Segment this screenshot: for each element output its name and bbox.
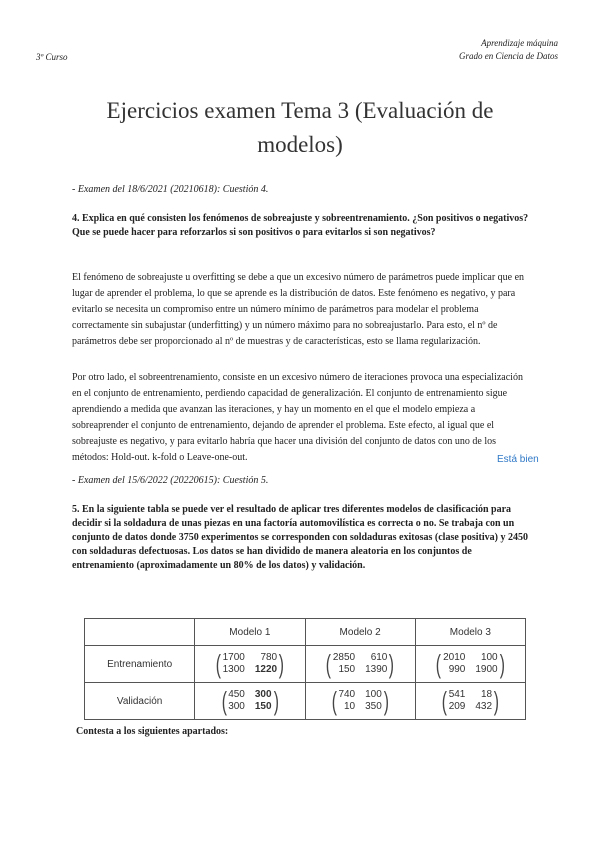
exam-reference-1: - Examen del 18/6/2021 (20210618): Cuestión 4. — [72, 184, 269, 195]
review-note: Está bien — [497, 454, 539, 465]
page-title — [60, 94, 540, 162]
matrix-value: 1900 — [475, 664, 498, 675]
matrix-value: 100 — [365, 689, 382, 700]
matrix-cell: ( 1700 780 1300 1220 ) — [195, 646, 305, 683]
subject-label: Aprendizaje máquina — [481, 38, 558, 48]
matrix-cell: ( 740 100 10 350 ) — [305, 683, 415, 720]
matrix-value: 2850 — [332, 652, 356, 663]
matrix-value: 432 — [475, 701, 493, 712]
table-header-row — [85, 619, 526, 646]
matrix-value: 740 — [338, 689, 356, 700]
matrix-value: 780 — [260, 652, 278, 663]
course-label: 3º Curso — [36, 52, 68, 62]
matrix-value: 450 — [228, 689, 245, 700]
table-row-validacion — [85, 683, 526, 720]
matrix-value: 610 — [370, 652, 388, 663]
header-modelo-3: Modelo 3 — [415, 619, 525, 646]
degree-label: Grado en Ciencia de Datos — [459, 51, 558, 61]
matrix-cell: ( 2850 610 150 1390 ) — [305, 646, 415, 683]
matrix-value: 10 — [344, 701, 356, 712]
row-label: Entrenamiento — [85, 646, 195, 683]
matrix-value: 300 — [228, 701, 245, 712]
matrix-value: 350 — [365, 701, 382, 712]
title-line-1: Ejercicios examen Tema 3 (Evaluación de — [106, 98, 494, 123]
matrix-value: 100 — [480, 652, 498, 663]
answer-paragraph-2: Por otro lado, el sobreentrenamiento, consiste en un excesivo número de iteraciones provoca una especialización en el conjunto de entrenamiento, perdiendo capacidad de generalización. El conjunto de entrenamiento sigue aprendiendo a medida que avanzan las iteraciones, y hay un momento en el que el modelo empieza a sobreaprender el conjunto de entrenamiento, dejando de aprender el problema. Este efecto, al igual que el sobreajuste es negativo, y para evitarlo habría que hacer una división del conjunto de datos con uno de los métodos: Hold-out. k-fold o Leave-one-out. — [72, 372, 523, 463]
matrix-value: 1220 — [254, 664, 278, 675]
table-corner — [85, 619, 195, 646]
matrix-value: 209 — [448, 701, 466, 712]
matrix-value: 1390 — [365, 664, 388, 675]
header-modelo-1: Modelo 1 — [195, 619, 305, 646]
matrix-value: 541 — [448, 689, 466, 700]
matrix-cell: ( 450 300 300 150 ) — [195, 683, 305, 720]
title-line-2: modelos) — [257, 132, 343, 157]
question-4: 4. Explica en qué consisten los fenómenos de sobreajuste y sobreentrenamiento. ¿Son positivos o negativos? Que se puede hacer para reforzarlos si son positivos o para evitarlos si son negativos? — [72, 213, 529, 238]
confusion-matrix-table — [84, 618, 526, 720]
matrix-value: 1300 — [222, 664, 245, 675]
matrix-value: 990 — [448, 664, 466, 675]
subquestions-heading: Contesta a los siguientes apartados: — [76, 726, 229, 737]
matrix-value: 150 — [254, 701, 272, 712]
matrix-value: 300 — [254, 689, 272, 700]
exam-reference-2: - Examen del 15/6/2022 (20220615): Cuestión 5. — [72, 475, 269, 486]
matrix-cell: ( 2010 100 990 1900 ) — [415, 646, 525, 683]
matrix-value: 18 — [480, 689, 493, 700]
question-5: 5. En la siguiente tabla se puede ver el resultado de aplicar tres diferentes modelos de clasificación para decidir si la soldadura de unas piezas en una factoría automovilística es correcta o no. Se trabaja con un conjunto de datos donde 3750 experimentos se corresponden con soldaduras exitosas (clase positiva) y 2450 con soldaduras defectuosas. Los datos se han dividido de manera aleatoria en los conjuntos de entrenamiento (aproximadamente un 80% de los datos) y validación. — [72, 504, 528, 571]
answer-paragraph-1: El fenómeno de sobreajuste u overfitting se debe a que un excesivo número de parámetros puede implicar que en lugar de aprender el problema, lo que se aprende es la distribución de datos. Este fenómeno es negativo, y para evitarlo se necesita un compromiso entre un número mínimo de parámetros para modelar el problema correctamente sin subajustar (underfitting) y un número máximo para no sobreajustarlo. Para esto, el nº de parámetros debe ser proporcionado al nº de muestras y de características, esto se llama regularización. — [72, 272, 525, 347]
matrix-cell: ( 541 18 209 432 ) — [415, 683, 525, 720]
row-label: Validación — [85, 683, 195, 720]
matrix-value: 1700 — [222, 652, 245, 663]
matrix-value: 2010 — [443, 652, 466, 663]
matrix-value: 150 — [338, 664, 356, 675]
header-modelo-2: Modelo 2 — [305, 619, 415, 646]
document-header — [459, 37, 558, 63]
table-row-entrenamiento — [85, 646, 526, 683]
